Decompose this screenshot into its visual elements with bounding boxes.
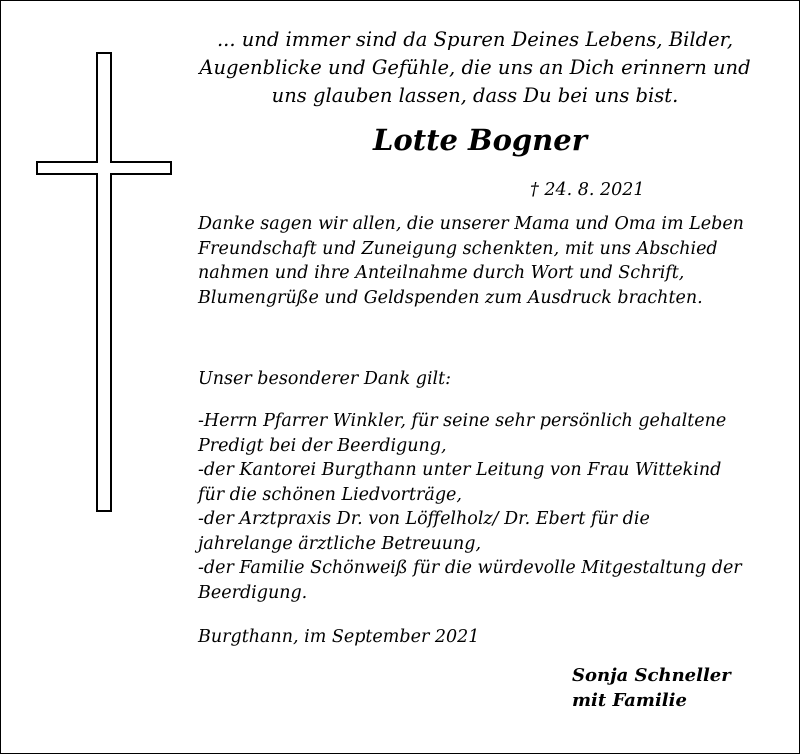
- signature-name: Sonja Schneller: [572, 665, 731, 686]
- special-thanks-line: -der Arztpraxis Dr. von Löffelholz/ Dr. Ebert für die: [198, 509, 650, 529]
- thanks-line: Danke sagen wir allen, die unserer Mama und Oma im Leben: [198, 214, 744, 234]
- special-thanks-line: für die schönen Liedvorträge,: [198, 484, 462, 505]
- quote-line: ... und immer sind da Spuren Deines Lebens, Bilder,: [216, 28, 734, 51]
- thanks-line: nahmen und ihre Anteilnahme durch Wort und Schrift,: [198, 263, 685, 283]
- special-thanks-line: Predigt bei der Beerdigung,: [198, 435, 447, 456]
- special-thanks-heading: Unser besonderer Dank gilt:: [198, 369, 452, 389]
- thanks-paragraph: [198, 212, 788, 310]
- quote-line: uns glauben lassen, dass Du bei uns bist.: [271, 84, 679, 107]
- special-thanks-list: [198, 409, 788, 605]
- deceased-name: Lotte Bogner: [372, 123, 588, 157]
- special-thanks-line: -Herrn Pfarrer Winkler, für seine sehr persönlich gehaltene: [198, 411, 727, 431]
- thanks-line: Freundschaft und Zuneigung schenkten, mit uns Abschied: [198, 238, 718, 259]
- signature: [572, 663, 731, 713]
- cross-icon: [36, 52, 172, 512]
- special-thanks-line: -der Kantorei Burgthann unter Leitung von Frau Wittekind: [198, 460, 722, 480]
- place-and-date: Burgthann, im September 2021: [198, 627, 480, 647]
- death-date: † 24. 8. 2021: [530, 180, 645, 200]
- special-thanks-line: Beerdigung.: [198, 582, 308, 603]
- special-thanks-line: -der Familie Schönweiß für die würdevolle Mitgestaltung der: [198, 558, 742, 578]
- special-thanks-line: jahrelange ärztliche Betreuung,: [198, 533, 482, 554]
- signature-family: mit Familie: [572, 690, 687, 711]
- quote-line: Augenblicke und Gefühle, die uns an Dich erinnern und: [199, 56, 751, 79]
- memorial-quote: [190, 26, 760, 110]
- thanks-line: Blumengrüße und Geldspenden zum Ausdruck brachten.: [198, 287, 703, 308]
